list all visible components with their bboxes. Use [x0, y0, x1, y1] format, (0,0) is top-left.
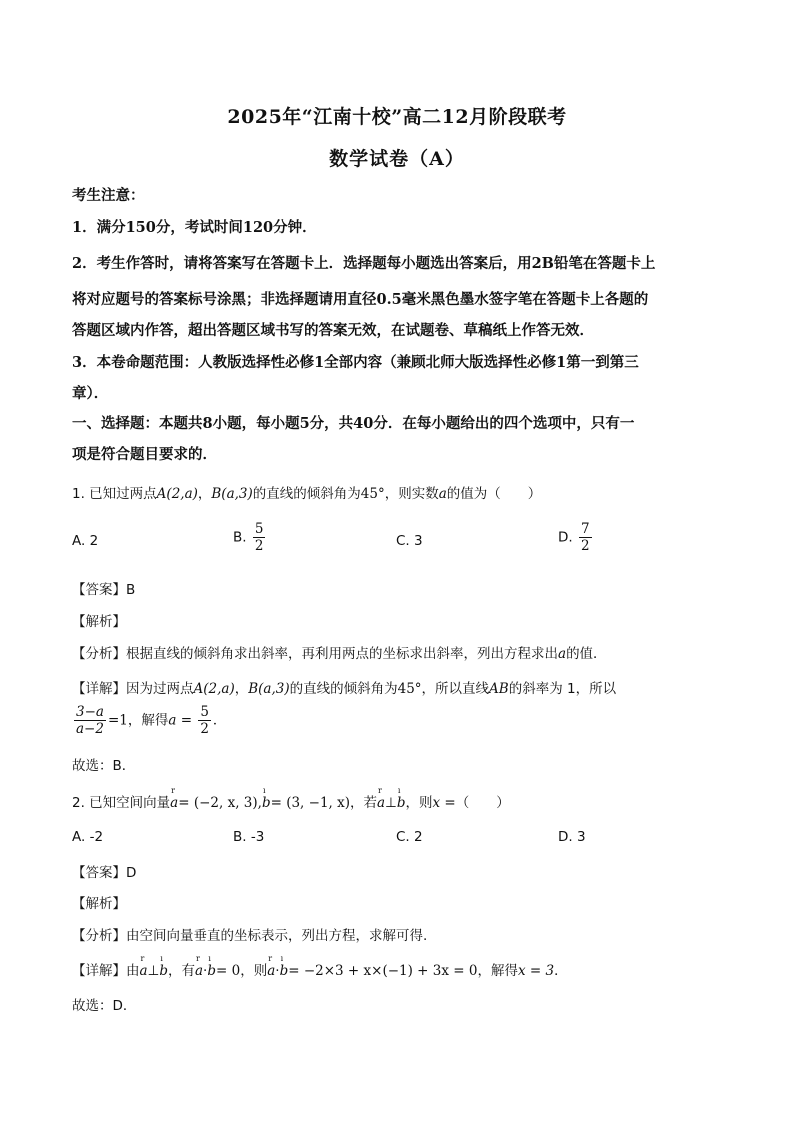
q2-detail-dot2-a: r a	[267, 954, 276, 979]
q1-detail-c: ，所以直线	[421, 681, 490, 697]
q1-var: a	[438, 486, 447, 502]
q2-detail-tag: 【详解】	[72, 963, 126, 979]
q1-equation-fraction	[74, 704, 106, 737]
q1-detail-ab: AB	[489, 681, 509, 697]
q2-detail-b: ，有	[167, 963, 195, 979]
q2-stem-a: 2. 已知空间向量	[72, 795, 171, 811]
q2-detail-dot2-b: ı b	[279, 954, 289, 979]
notice-item-3-line-2: 章）．	[72, 385, 109, 402]
q2-detail-dot: ·	[203, 963, 208, 979]
q2-detail-dot-a: r a	[194, 954, 204, 979]
q1-analysis-var: a	[558, 646, 567, 662]
q2-stem-d: （ ）	[455, 795, 510, 811]
q1-sep: ，	[197, 486, 212, 502]
q2-stem-b: ，若	[350, 795, 377, 811]
q1-detail-d: 的斜率为 1，所以	[508, 681, 617, 697]
q2-jiexi: 【解析】	[72, 896, 126, 912]
q2-detail-perp-b: ı b	[159, 954, 168, 979]
q1-detail-a: 因为过两点	[126, 681, 194, 697]
q1-answer-tag: 【答案】	[72, 582, 126, 598]
q2-option-c: C. 2	[396, 829, 423, 845]
q1-option-b-fraction	[253, 521, 266, 554]
q2-detail-perp-b-letter: b	[159, 963, 168, 979]
q1-analysis-text: 根据直线的倾斜角求出斜率，再利用两点的坐标求出斜率，列出方程求出	[126, 646, 558, 662]
q2-answer	[72, 861, 722, 881]
notice-item-1: 1．满分150分，考试时间120分钟．	[72, 219, 317, 236]
q2-detail-c: ，则	[240, 963, 268, 979]
q1-solution-fraction	[198, 704, 211, 737]
q2-perp-symbol: ⊥	[385, 795, 397, 811]
q2-detail-perp-a-letter: a	[139, 963, 148, 979]
section-1-heading-line-1: 一、选择题：本题共8小题，每小题5分，共40分．在每小题给出的四个选项中，只有一	[72, 415, 635, 432]
q2-detail-dot2-b-letter: b	[279, 963, 289, 979]
q2-answer-tag: 【答案】	[72, 865, 126, 881]
q1-option-b-num: 5	[254, 521, 264, 537]
q1-equation-mid: ，解得	[127, 712, 169, 729]
q1-choice: 故选：B．	[72, 758, 136, 774]
q2-perp-b-letter: b	[396, 795, 406, 811]
q2-option-b: B. -3	[233, 829, 265, 845]
q2-detail-a: 由	[126, 963, 140, 979]
q2-vector-b-value: = (3, −1, x)	[270, 795, 350, 811]
q1-answer-value: B	[126, 582, 136, 598]
q2-analysis-text: 由空间向量垂直的坐标表示，列出方程，求解可得.	[126, 928, 428, 944]
q2-detail-dot-b-letter: b	[207, 963, 216, 979]
q2-detail-d: ，解得	[477, 963, 518, 979]
q2-vector-b: ı b	[261, 786, 271, 811]
q2-detail	[72, 954, 722, 979]
q1-stem-a: 1. 已知过两点	[72, 486, 157, 502]
question-2-stem	[72, 786, 722, 811]
q1-option-d-num: 7	[580, 521, 590, 537]
q2-analysis-tag: 【分析】	[72, 928, 126, 944]
q1-equation	[72, 704, 722, 737]
q2-option-a: A. -2	[72, 829, 104, 845]
q1-point-a: A(2,a)	[156, 486, 198, 502]
q1-analysis-tag: 【分析】	[72, 646, 126, 662]
q1-detail-angle: 45°	[397, 681, 422, 697]
q1-detail	[72, 677, 722, 697]
q1-equation-rhs: =1	[107, 712, 128, 729]
q2-option-d: D. 3	[558, 829, 586, 845]
q1-equation-var: a =	[168, 712, 193, 729]
q1-stem-b: 的直线的倾斜角为	[252, 486, 361, 502]
q2-vector-a: r a	[170, 786, 179, 811]
q1-detail-point-b: B(a,3)	[248, 681, 290, 697]
q2-detail-zero: = 0	[216, 963, 241, 979]
q1-equation-den: a−2	[76, 721, 104, 737]
q1-jiexi: 【解析】	[72, 614, 126, 630]
q2-stem-c: ，则	[405, 795, 433, 811]
q2-perp-a-letter: a	[377, 795, 386, 811]
q2-choice: 故选：D．	[72, 998, 137, 1014]
notice-item-2-line-3: 答题区域内作答，超出答题区域书写的答案无效，在试题卷、草稿纸上作答无效．	[72, 322, 594, 339]
q1-analysis	[72, 642, 722, 662]
q1-option-b-den: 2	[254, 538, 264, 554]
q1-option-a: A. 2	[72, 533, 99, 549]
q1-equation-end: ．	[212, 712, 227, 729]
section-1-heading-line-2: 项是符合题目要求的．	[72, 446, 217, 463]
q1-equation-num: 3−a	[76, 704, 104, 720]
q1-angle: 45°	[360, 486, 385, 502]
q1-option-d-label: D.	[558, 529, 573, 546]
q2-answer-value: D	[126, 865, 137, 881]
q2-perp-a: r a	[377, 786, 386, 811]
q2-detail-dot-a-letter: a	[194, 963, 204, 979]
q1-option-d	[558, 521, 594, 554]
notice-item-3-line-1: 3．本卷命题范围：人教版选择性必修1全部内容（兼顾北师大版选择性必修1第一到第三	[72, 354, 639, 371]
q2-detail-dot2-a-letter: a	[267, 963, 276, 979]
q2-x-var: x =	[432, 795, 456, 811]
exam-title: 2025年“江南十校”高二12月阶段联考	[227, 106, 567, 128]
q2-detail-dot-b: ı b	[207, 954, 216, 979]
q2-vector-a-letter: a	[170, 795, 179, 811]
q1-detail-tag: 【详解】	[72, 681, 126, 697]
question-1-stem	[72, 482, 722, 502]
q2-detail-end: ．	[554, 963, 568, 979]
q2-detail-perp-symbol: ⊥	[147, 963, 160, 979]
q1-analysis-end: 的值．	[566, 646, 607, 662]
notice-item-2-line-1: 2．考生作答时，请将答案写在答题卡上．选择题每小题选出答案后，用2B铅笔在答题卡上	[72, 255, 656, 272]
q1-stem-d: 的值为（ ）	[446, 486, 542, 502]
q2-detail-expression: = −2×3 + x×(−1) + 3x = 0	[288, 963, 478, 979]
q2-perp-b: ı b	[396, 786, 406, 811]
q2-detail-perp-a: r a	[139, 954, 148, 979]
q2-detail-solution: x = 3	[517, 963, 555, 979]
q1-point-b: B(a,3)	[211, 486, 253, 502]
q1-option-b	[233, 521, 267, 554]
q1-option-d-den: 2	[580, 538, 590, 554]
q1-solution-num: 5	[200, 704, 209, 720]
q1-stem-c: ，则实数	[384, 486, 439, 502]
exam-subtitle: 数学试卷（A）	[329, 148, 465, 170]
q1-solution-den: 2	[200, 721, 209, 737]
q1-answer	[72, 578, 722, 598]
q1-option-d-fraction	[579, 521, 592, 554]
notice-item-2-line-2: 将对应题号的答案标号涂黑；非选择题请用直径0.5毫米黑色墨水签字笔在答题卡上各题的	[72, 291, 649, 308]
q2-vector-b-letter: b	[261, 795, 271, 811]
q2-analysis	[72, 924, 722, 944]
q1-detail-sep: ，	[234, 681, 249, 697]
q1-option-c: C. 3	[396, 533, 423, 549]
q2-detail-dot2: ·	[275, 963, 280, 979]
q1-option-b-label: B.	[233, 529, 247, 546]
q1-detail-point-a: A(2,a)	[193, 681, 235, 697]
q1-detail-b: 的直线的倾斜角为	[289, 681, 398, 697]
q2-vector-a-value: = (−2, x, 3),	[178, 795, 262, 811]
notice-heading: 考生注意：	[72, 187, 145, 204]
